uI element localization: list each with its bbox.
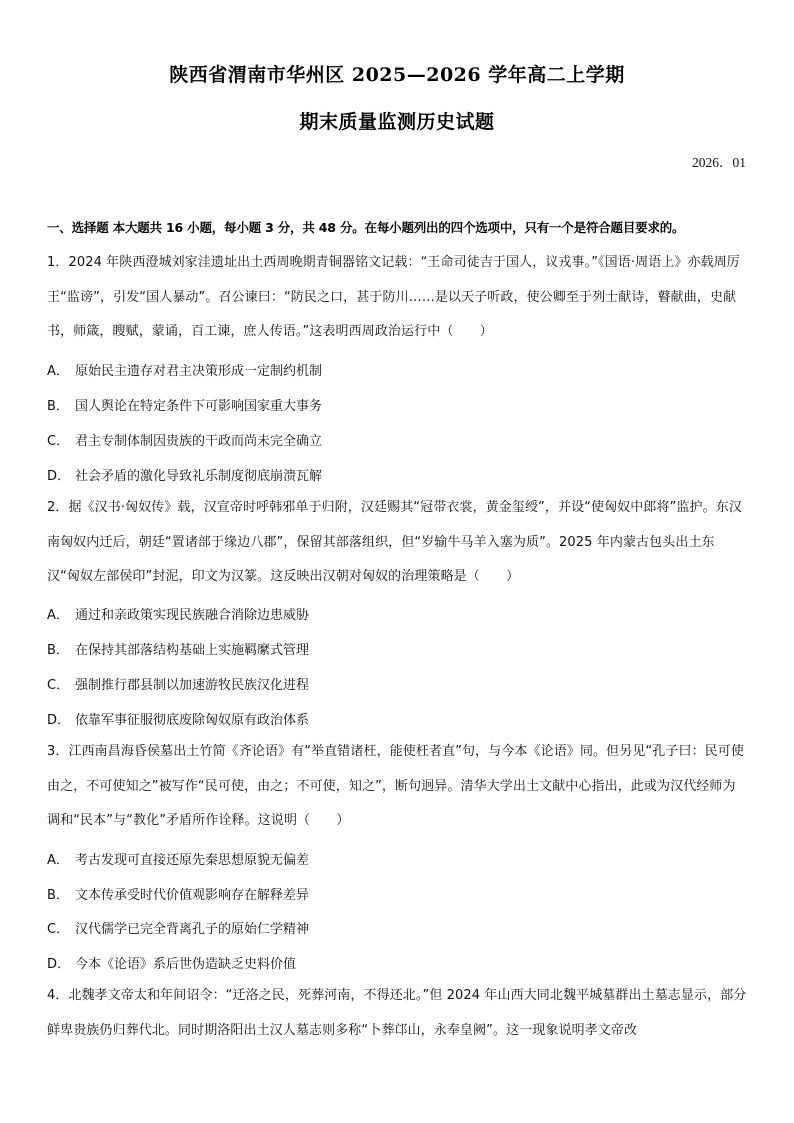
option-letter: A． bbox=[47, 364, 69, 379]
question-2-option-b bbox=[47, 639, 747, 658]
question-2-option-d bbox=[47, 709, 747, 728]
question-2-option-a bbox=[47, 604, 747, 623]
option-text: 社会矛盾的激化导致礼乐制度彻底崩溃瓦解 bbox=[75, 469, 323, 484]
option-letter: C． bbox=[47, 922, 70, 937]
option-text: 原始民主遗存对君主决策形成一定制约机制 bbox=[75, 364, 323, 379]
question-1-option-c bbox=[47, 430, 747, 449]
option-letter: D． bbox=[47, 469, 71, 484]
question-4-stem: 4．北魏孝文帝太和年间诏令：“迁洛之民，死葬河南，不得还北。”但 2024 年山西大同北魏平城墓群出土墓志显示，部分鲜卑贵族仍归葬代北。同时期洛阳出土汉人墓志则多称“卜葬邙山，永奉皇阙”。这一现象说明孝文帝改 bbox=[47, 988, 747, 1038]
option-letter: D． bbox=[47, 957, 71, 972]
option-text: 在保持其部落结构基础上实施羁縻式管理 bbox=[75, 643, 310, 658]
option-text: 强制推行郡县制以加速游牧民族汉化进程 bbox=[75, 678, 310, 693]
question-1-stem: 1．2024 年陕西澄城刘家洼遗址出土西周晚期青铜器铭文记载：“王命司徒吉于国人，议戎事。”《国语·周语上》亦载周厉王“监谤”，引发“国人暴动”。召公谏曰：“防民之口，甚于防川……是以天子听政，使公卿至于列士献诗，瞽献曲，史献书，师箴，瞍赋，蒙诵，百工谏，庶人传语。”这表明西周政治运行中（ ） bbox=[47, 255, 740, 339]
question-3-stem: 3．江西南昌海昏侯墓出土竹简《齐论语》有“举直错诸枉，能使枉者直”句，与今本《论语》同。但另见“孔子曰：民可使由之，不可使知之”被写作“民可使，由之；不可使，知之”，断句迥异。清华大学出土文献中心指出，此或为汉代经师为调和“民本”与“教化”矛盾所作诠释。这说明（ ） bbox=[47, 744, 744, 828]
option-text: 今本《论语》系后世伪造缺乏史料价值 bbox=[75, 957, 297, 972]
option-text: 汉代儒学已完全背离孔子的原始仁学精神 bbox=[75, 922, 310, 937]
option-text: 考古发现可直接还原先秦思想原貌无偏差 bbox=[75, 853, 310, 868]
option-text: 国人舆论在特定条件下可影响国家重大事务 bbox=[75, 399, 323, 414]
option-letter: D． bbox=[47, 713, 71, 728]
exam-date: 2026．01 bbox=[692, 155, 746, 170]
question-3-option-c bbox=[47, 918, 747, 937]
question-1-option-d bbox=[47, 465, 747, 484]
question-1-option-b bbox=[47, 395, 747, 414]
option-letter: A． bbox=[47, 853, 69, 868]
option-letter: C． bbox=[47, 678, 70, 693]
exam-title-line1: 陕西省渭南市华州区 2025—2026 学年高二上学期 bbox=[169, 64, 625, 86]
question-1-option-a bbox=[47, 360, 747, 379]
option-text: 文本传承受时代价值观影响存在解释差异 bbox=[75, 888, 310, 903]
question-2-stem: 2．据《汉书·匈奴传》载，汉宣帝时呼韩邪单于归附，汉廷赐其“冠带衣裳，黄金玺绶”，并设“使匈奴中郎将”监护。东汉南匈奴内迁后，朝廷“置诸部于缘边八郡”，保留其部落组织，但“岁输牛马羊入塞为质”。2025 年内蒙古包头出土东汉“匈奴左部侯印”封泥，印文为汉篆。这反映出汉朝对匈奴的治理策略是（ ） bbox=[47, 500, 742, 584]
option-letter: C． bbox=[47, 434, 70, 449]
section-heading: 一、选择题 本大题共 16 小题，每小题 3 分，共 48 分。在每小题列出的四个选项中，只有一个是符合题目要求的。 bbox=[47, 220, 685, 235]
question-3-option-d bbox=[47, 953, 747, 972]
option-text: 君主专制体制因贵族的干政而尚未完全确立 bbox=[75, 434, 323, 449]
option-letter: B． bbox=[47, 888, 69, 903]
question-3-option-b bbox=[47, 884, 747, 903]
option-letter: B． bbox=[47, 643, 69, 658]
option-letter: B． bbox=[47, 399, 69, 414]
option-text: 依靠军事征服彻底废除匈奴原有政治体系 bbox=[75, 713, 310, 728]
question-3-option-a bbox=[47, 849, 747, 868]
option-letter: A． bbox=[47, 608, 69, 623]
exam-title-line2: 期末质量监测历史试题 bbox=[299, 111, 495, 133]
option-text: 通过和亲政策实现民族融合消除边患威胁 bbox=[75, 608, 310, 623]
question-2-option-c bbox=[47, 674, 747, 693]
